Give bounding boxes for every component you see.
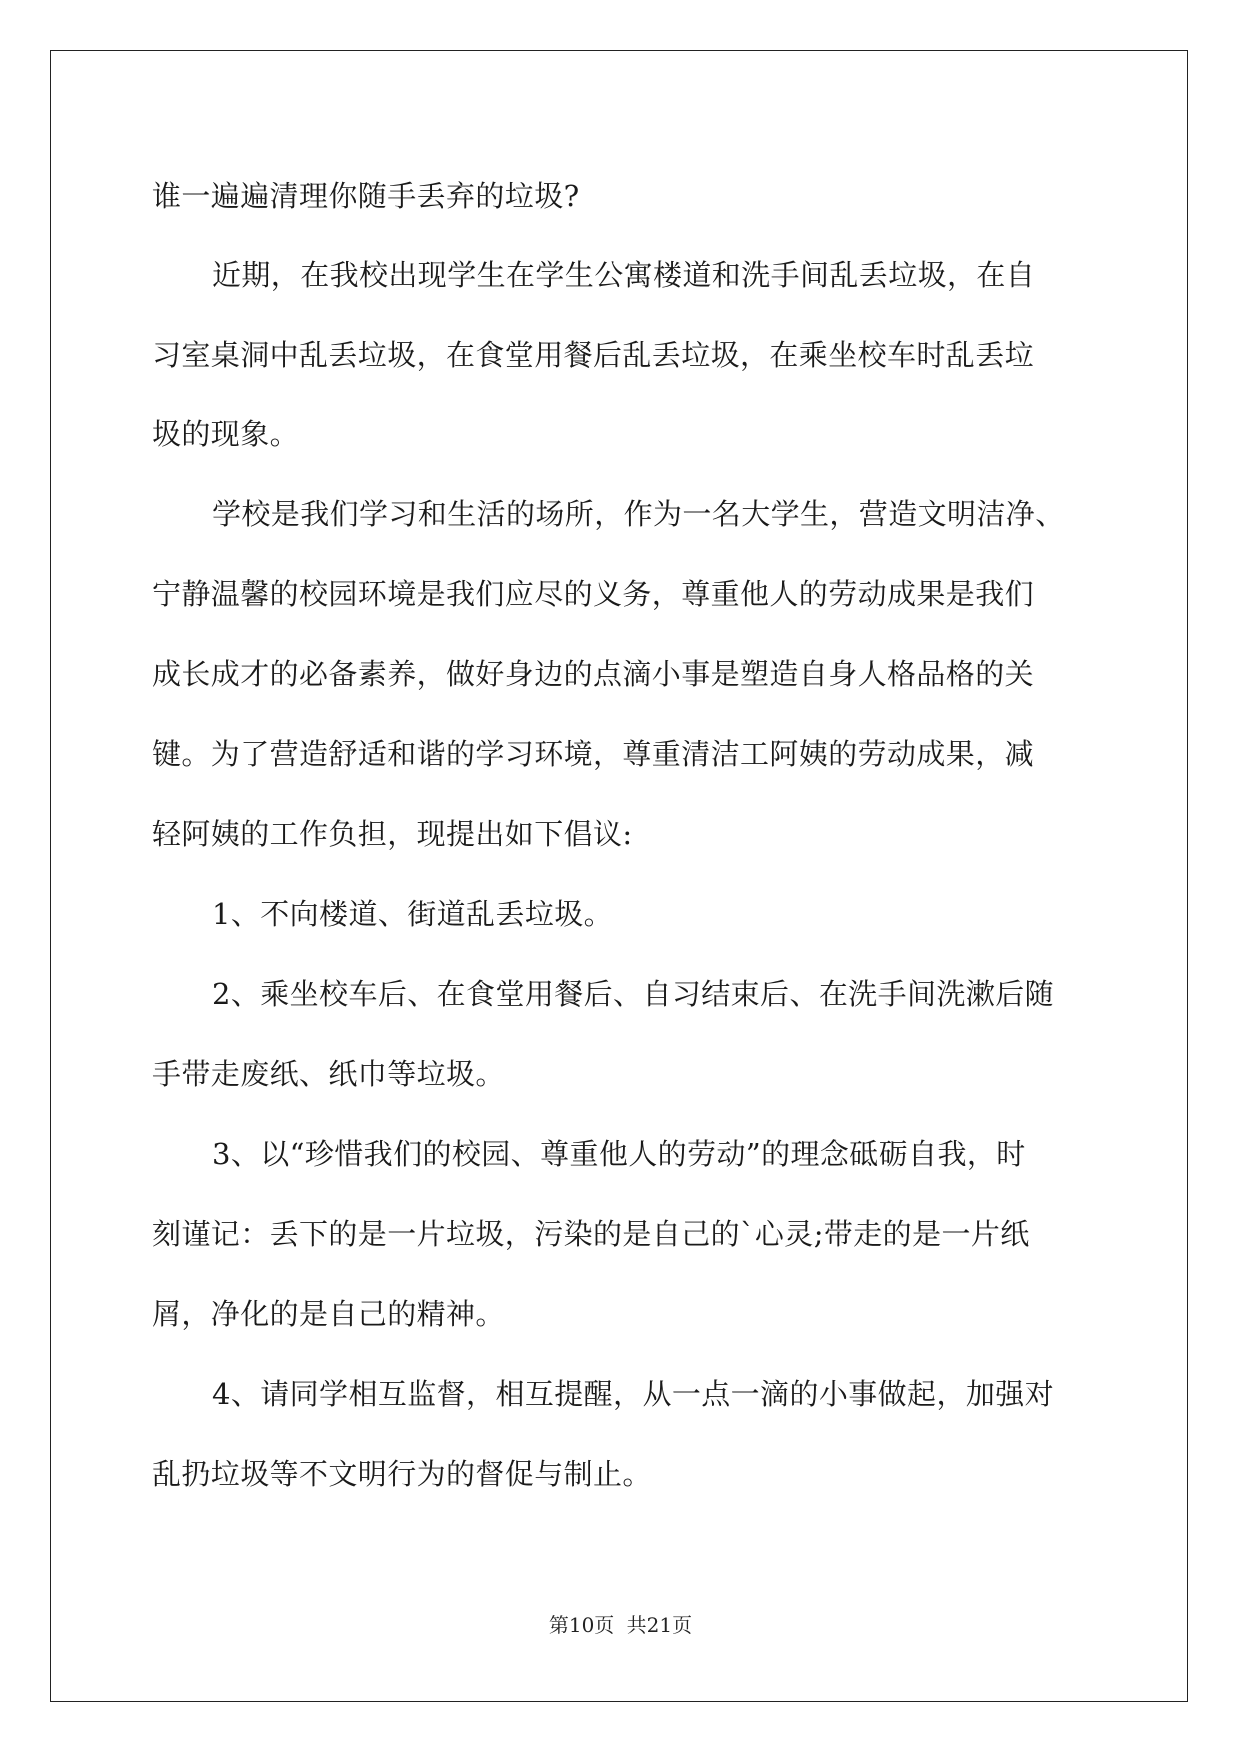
list-item-1: 1、不向楼道、街道乱丢垃圾。: [212, 897, 614, 931]
list-item-4: 4、请同学相互监督，相互提醒，从一点一滴的小事做起，加强对: [212, 1377, 1055, 1411]
paragraph-first-line: 近期，在我校出现学生在学生公寓楼道和洗手间乱丢垃圾，在自: [212, 258, 1036, 292]
text-line: 手带走废纸、纸巾等垃圾。: [152, 1057, 505, 1091]
text-line: 刻谨记：丢下的是一片垃圾，污染的是自己的`心灵;带走的是一片纸: [152, 1217, 1030, 1251]
text-line: 轻阿姨的工作负担，现提出如下倡议:: [152, 817, 633, 851]
text-line: 成长成才的必备素养，做好身边的点滴小事是塑造自身人格品格的关: [152, 657, 1035, 691]
total-page-count: 共21页: [626, 1613, 693, 1637]
text-line: 圾的现象。: [152, 417, 300, 451]
list-item-3: 3、以“珍惜我们的校园、尊重他人的劳动”的理念砥砺自我，时: [212, 1137, 1026, 1171]
text-line: 乱扔垃圾等不文明行为的督促与制止。: [152, 1457, 652, 1491]
text-line: 键。为了营造舒适和谐的学习环境，尊重清洁工阿姨的劳动成果，减: [152, 737, 1035, 771]
text-line: 谁一遍遍清理你随手丢弃的垃圾?: [152, 179, 580, 213]
text-line: 屑，净化的是自己的精神。: [152, 1297, 505, 1331]
current-page-number: 第10页: [548, 1613, 615, 1637]
text-line: 宁静温馨的校园环境是我们应尽的义务，尊重他人的劳动成果是我们: [152, 577, 1035, 611]
list-item-2: 2、乘坐校车后、在食堂用餐后、自习结束后、在洗手间洗漱后随: [212, 977, 1055, 1011]
paragraph-first-line: 学校是我们学习和生活的场所，作为一名大学生，营造文明洁净、: [212, 497, 1065, 531]
page-footer: [0, 1613, 1241, 1637]
text-line: 习室桌洞中乱丢垃圾，在食堂用餐后乱丢垃圾，在乘坐校车时乱丢垃: [152, 338, 1035, 372]
